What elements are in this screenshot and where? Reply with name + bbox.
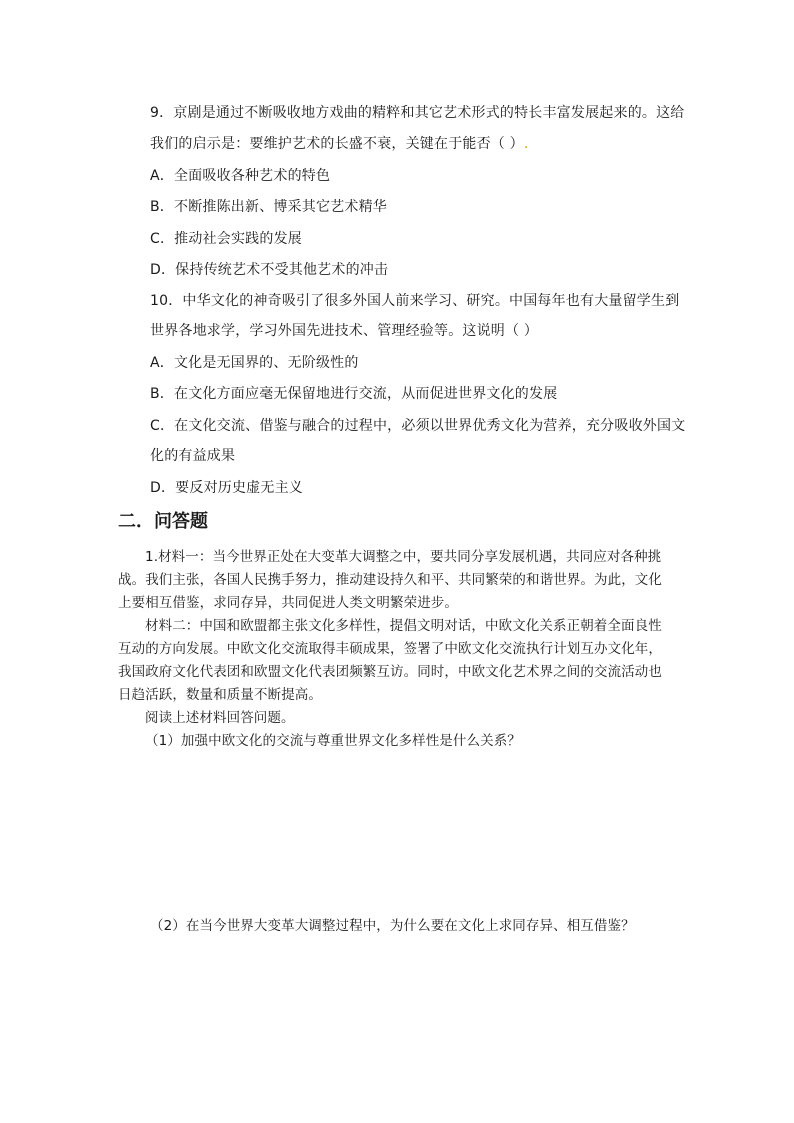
q10-option-c: C．在文化交流、借鉴与融合的过程中，必须以世界优秀文化为营养，充分吸收外国文: [150, 418, 686, 434]
sub-question-1: （1）加强中欧文化的交流与尊重世界文化多样性是什么关系？: [145, 733, 521, 749]
q9-stem-line-1: 9．京剧是通过不断吸收地方戏曲的精粹和其它艺术形式的特长丰富发展起来的。这给: [150, 105, 685, 121]
sub-question-2: （2）在当今世界大变革大调整过程中，为什么要在文化上求同存异、相互借鉴？: [150, 918, 635, 934]
q9-option-c: C．推动社会实践的发展: [150, 231, 302, 247]
material-2-line-4: 日趋活跃，数量和质量不断提高。: [118, 687, 322, 703]
q10-option-a: A．文化是无国界的、无阶级性的: [150, 355, 359, 371]
q10-stem-line-1: 10．中华文化的神奇吸引了很多外国人前来学习、研究。中国每年也有大量留学生到: [150, 293, 680, 309]
q10-option-c-continued: 化的有益成果: [150, 448, 236, 464]
q9-stem-dot: .: [523, 136, 529, 152]
q9-stem-line-2: [150, 135, 529, 153]
material-1-line-3: 上要相互借鉴，求同存异，共同促进人类文明繁荣进步。: [118, 595, 458, 611]
q10-stem-line-2: 世界各地求学，学习外国先进技术、管理经验等。这说明（ ）: [150, 323, 539, 339]
q10-option-b: B．在文化方面应毫无保留地进行交流，从而促进世界文化的发展: [150, 386, 558, 402]
q9-stem-line-2-text: 我们的启示是：要维护艺术的长盛不衰，关键在于能否（ ）: [150, 136, 524, 152]
material-2-line-3: 我国政府文化代表团和欧盟文化代表团频繁互访。同时，中欧文化艺术界之间的交流活动也: [118, 664, 662, 680]
material-2-line-2: 互动的方向发展。中欧文化交流取得丰硕成果，签署了中欧文化交流执行计划互办文化年，: [118, 641, 662, 657]
q10-option-d: D．要反对历史虚无主义: [150, 480, 303, 496]
material-2-line-1: 材料二：中国和欧盟都主张文化多样性，提倡文明对话，中欧文化关系正朝着全面良性: [145, 618, 662, 634]
q9-option-b: B．不断推陈出新、博采其它艺术精华: [150, 199, 388, 215]
section-title: 二．问答题: [118, 511, 208, 532]
material-1-line-2: 战。我们主张，各国人民携手努力，推动建设持久和平、共同繁荣的和谐世界。为此，文化: [118, 572, 662, 588]
instruction: 阅读上述材料回答问题。: [145, 710, 295, 726]
q9-option-d: D．保持传统艺术不受其他艺术的冲击: [150, 262, 389, 278]
material-1-line-1: 1.材料一：当今世界正处在大变革大调整之中，要共同分享发展机遇，共同应对各种挑: [145, 549, 662, 565]
q9-option-a: A．全面吸收各种艺术的特色: [150, 168, 331, 184]
